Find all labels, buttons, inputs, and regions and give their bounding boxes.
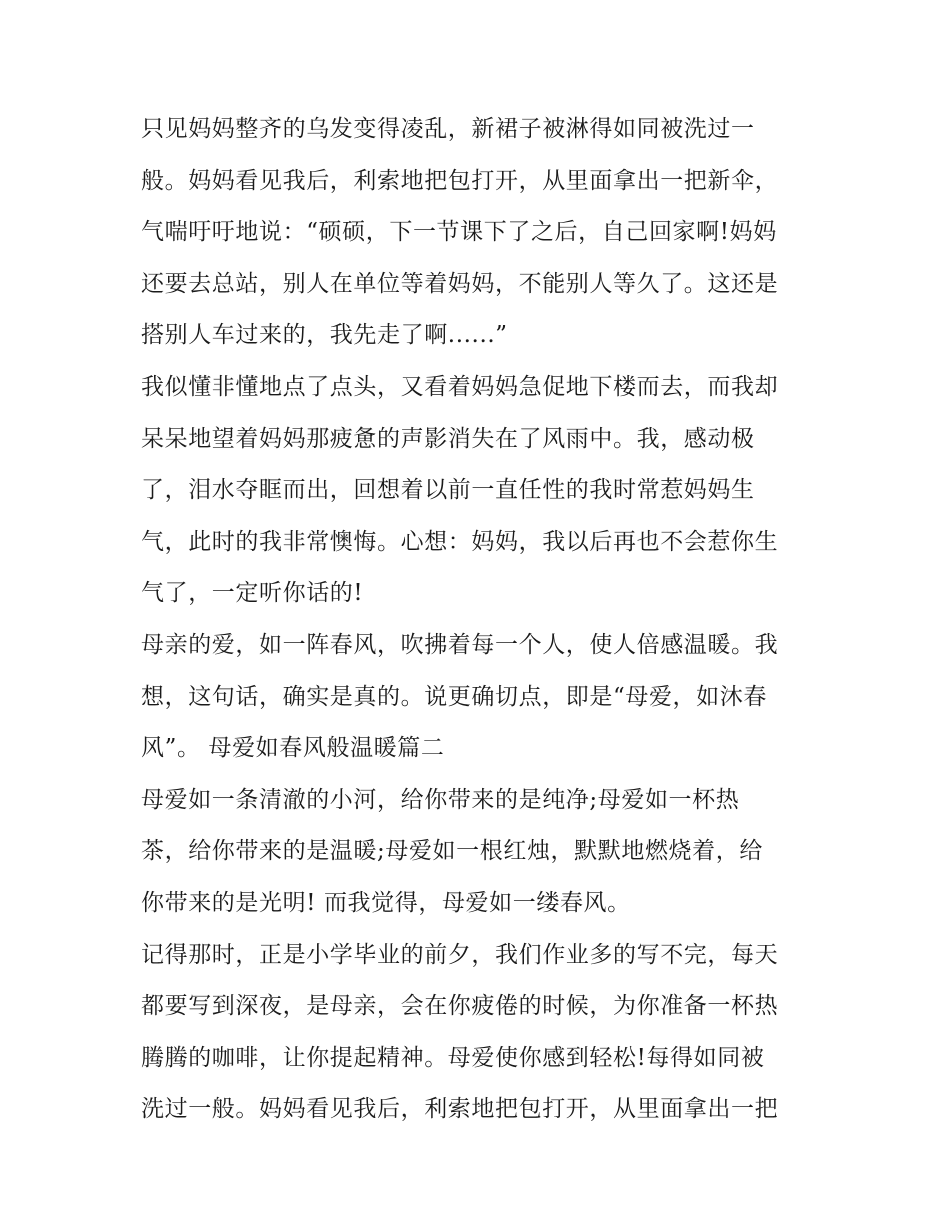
- text-line: 了，泪水夺眶而出，回想着以前一直任性的我时常惹妈妈生: [141, 477, 755, 504]
- text-line: 般。妈妈看见我后，利索地把包打开，从里面拿出一把新伞，: [141, 167, 779, 194]
- text-line: 你带来的是光明! 而我觉得，母爱如一缕春风。: [141, 889, 631, 916]
- text-line: 都要写到深夜，是母亲，会在你疲倦的时候，为你准备一杯热: [141, 993, 779, 1020]
- text-line: 气了，一定听你话的!: [141, 580, 364, 607]
- text-line: 还要去总站，别人在单位等着妈妈，不能别人等久了。这还是: [141, 270, 779, 297]
- text-line: 洗过一般。妈妈看见我后，利索地把包打开，从里面拿出一把: [141, 1096, 779, 1123]
- text-line: 想，这句话，确实是真的。说更确切点，即是“母爱，如沐春: [141, 683, 767, 710]
- text-line: 风”。 母爱如春风般温暖篇二: [141, 735, 445, 762]
- text-line: 搭别人车过来的，我先走了啊......”: [141, 322, 508, 349]
- document-body: [141, 104, 831, 1136]
- text-line: 气喘吁吁地说：“硕硕，下一节课下了之后，自己回家啊!妈妈: [141, 219, 777, 246]
- text-line: 只见妈妈整齐的乌发变得凌乱，新裙子被淋得如同被洗过一: [141, 116, 755, 142]
- text-line: 母爱如一条清澈的小河，给你带来的是纯净;母爱如一杯热: [141, 786, 740, 813]
- text-line: 我似懂非懂地点了点头，又看着妈妈急促地下楼而去，而我却: [141, 373, 779, 400]
- text-line: 茶，给你带来的是温暖;母爱如一根红烛，默默地燃烧着，给: [141, 838, 763, 865]
- text-line: 气，此时的我非常懊悔。心想：妈妈，我以后再也不会惹你生: [141, 528, 779, 555]
- text-line: 记得那时，正是小学毕业的前夕，我们作业多的写不完，每天: [141, 941, 779, 968]
- text-line: 呆呆地望着妈妈那疲惫的声影消失在了风雨中。我，感动极: [141, 425, 755, 452]
- text-line: 腾腾的咖啡，让你提起精神。母爱使你感到轻松!每得如同被: [141, 1044, 765, 1071]
- text-line: 母亲的爱，如一阵春风，吹拂着每一个人，使人倍感温暖。我: [141, 631, 779, 658]
